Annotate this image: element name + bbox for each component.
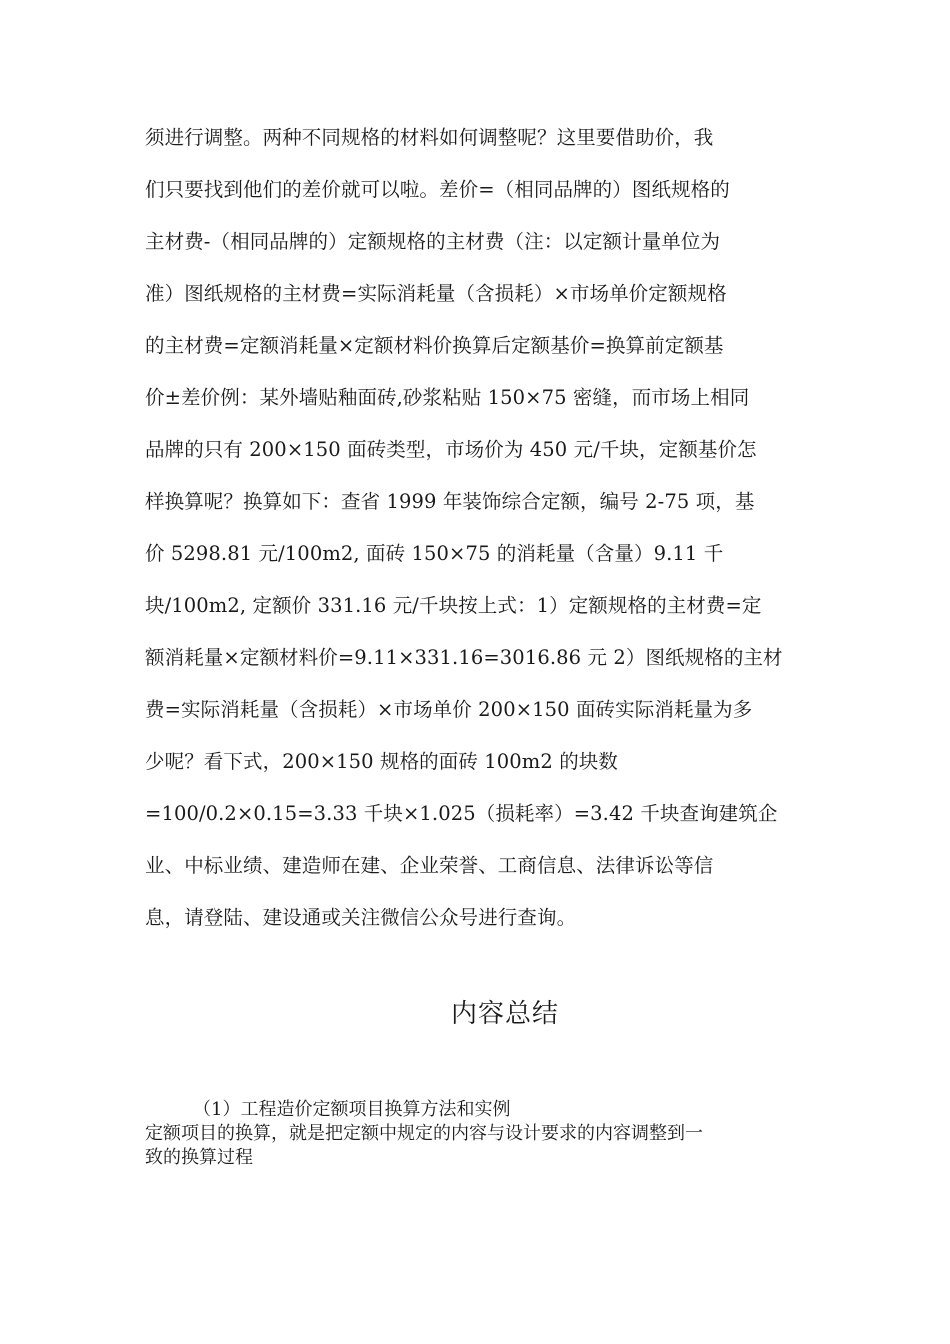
body-line: =100/0.2×0.15=3.33 千块×1.025（损耗率）=3.42 千块查询建筑企 (145, 802, 778, 825)
body-line: 业、中标业绩、建造师在建、企业荣誉、工商信息、法律诉讼等信 (145, 854, 714, 877)
summary-line: 定额项目的换算，就是把定额中规定的内容与设计要求的内容调整到一 (145, 1123, 703, 1144)
body-line: 价±差价例：某外墙贴釉面砖,砂浆粘贴 150×75 密缝，而市场上相同 (145, 386, 750, 409)
body-text (145, 116, 825, 948)
body-line: 费=实际消耗量（含损耗）×市场单价 200×150 面砖实际消耗量为多 (145, 698, 753, 721)
summary-line: 致的换算过程 (145, 1147, 253, 1168)
body-line: 块/100m2, 定额价 331.16 元/千块按上式：1）定额规格的主材费=定 (145, 594, 762, 617)
summary-heading: 内容总结 (450, 999, 559, 1029)
body-line: 品牌的只有 200×150 面砖类型，市场价为 450 元/千块，定额基价怎 (145, 438, 757, 461)
body-line: 额消耗量×定额材料价=9.11×331.16=3016.86 元 2）图纸规格的主材 (145, 646, 783, 669)
body-line: 的主材费=定额消耗量×定额材料价换算后定额基价=换算前定额基 (145, 334, 724, 357)
summary-item-title: （1）工程造价定额项目换算方法和实例 (193, 1099, 511, 1120)
body-line: 们只要找到他们的差价就可以啦。差价=（相同品牌的）图纸规格的 (145, 178, 730, 201)
body-line: 须进行调整。两种不同规格的材料如何调整呢？这里要借助价，我 (145, 126, 714, 149)
body-line: 价 5298.81 元/100m2, 面砖 150×75 的消耗量（含量）9.11 千 (145, 542, 724, 565)
summary-section (145, 1098, 825, 1170)
body-line: 少呢？看下式，200×150 规格的面砖 100m2 的块数 (145, 750, 618, 773)
body-line: 准）图纸规格的主材费=实际消耗量（含损耗）×市场单价定额规格 (145, 282, 727, 305)
body-line: 样换算呢？换算如下：查省 1999 年装饰综合定额，编号 2-75 项，基 (145, 490, 755, 513)
body-line: 息，请登陆、建设通或关注微信公众号进行查询。 (145, 906, 577, 929)
body-line: 主材费-（相同品牌的）定额规格的主材费（注：以定额计量单位为 (145, 230, 721, 253)
